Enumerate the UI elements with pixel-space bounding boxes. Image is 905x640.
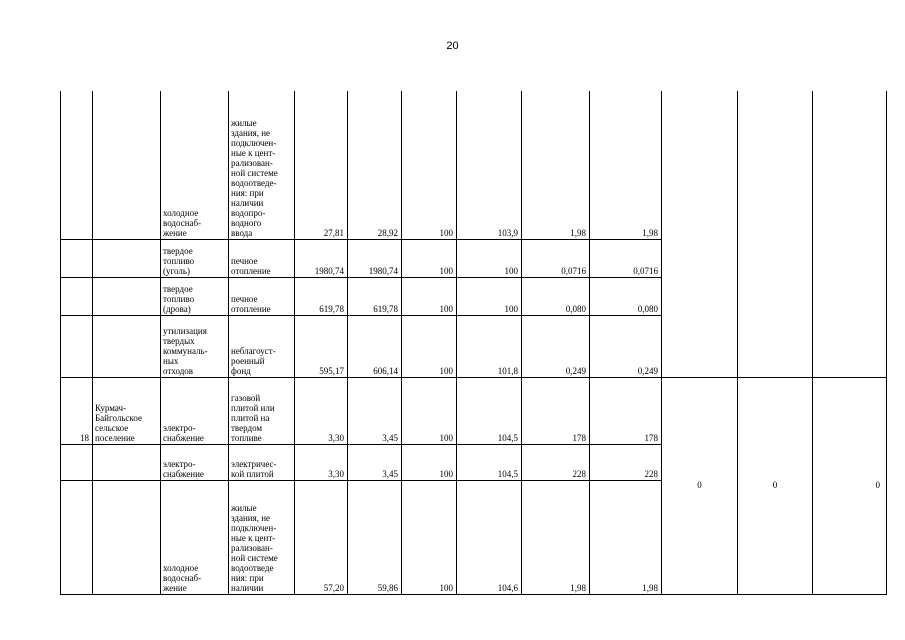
cell-v2: 59,86: [348, 480, 402, 594]
cell-v2: 1980,74: [348, 239, 402, 277]
table-row: [61, 277, 887, 315]
cell-service: твердое топливо (дрова): [161, 277, 229, 315]
cell-settlement: [93, 277, 161, 315]
cell-v5: 228: [522, 444, 590, 480]
cell-service: твердое топливо (уголь): [161, 239, 229, 277]
cell-v5: 0,0716: [522, 239, 590, 277]
cell-v6: 0,0716: [590, 239, 662, 277]
cell-v6: 1,98: [590, 91, 662, 239]
cell-extra-1: [662, 239, 738, 277]
cell-v4: 100: [457, 239, 522, 277]
cell-service: холодное водоснаб- жение: [161, 91, 229, 239]
cell-v1: 57,20: [295, 480, 348, 594]
cell-no: [61, 91, 93, 239]
cell-no: [61, 444, 93, 480]
cell-v4: 104,5: [457, 444, 522, 480]
cell-settlement: [93, 315, 161, 377]
cell-v1: 3,30: [295, 377, 348, 444]
cell-v1: 619,78: [295, 277, 348, 315]
cell-v1: 3,30: [295, 444, 348, 480]
cell-no: [61, 315, 93, 377]
cell-v2: 3,45: [348, 377, 402, 444]
table-row: [61, 239, 887, 277]
page-number: 20: [446, 40, 459, 52]
cell-no: 18: [61, 377, 93, 444]
cell-v5: 0,080: [522, 277, 590, 315]
cell-v5: 1,98: [522, 91, 590, 239]
cell-no: [61, 480, 93, 594]
cell-v4: 104,5: [457, 377, 522, 444]
data-table: [60, 91, 887, 595]
cell-v4: 101,8: [457, 315, 522, 377]
cell-category: неблагоуст- роенный фонд: [229, 315, 295, 377]
cell-v4: 103,9: [457, 91, 522, 239]
cell-category: жилые здания, не подключен- ные к цент- рализован- ной системе водоотведе ния: при наличии: [229, 480, 295, 594]
cell-settlement: Курмач- Байгольское сельское поселение: [93, 377, 161, 444]
cell-v5: 1,98: [522, 480, 590, 594]
cell-v3: 100: [402, 315, 457, 377]
cell-no: [61, 277, 93, 315]
cell-extra-1: [662, 315, 738, 377]
cell-extra-2: [738, 239, 813, 277]
cell-v3: 100: [402, 277, 457, 315]
cell-v6: 0,249: [590, 315, 662, 377]
cell-extra-2: [738, 315, 813, 377]
cell-settlement: [93, 444, 161, 480]
cell-extra-3: [813, 91, 887, 239]
cell-v3: 100: [402, 444, 457, 480]
cell-category: печное отопление: [229, 277, 295, 315]
cell-right-1: 0: [662, 377, 738, 594]
cell-extra-2: [738, 91, 813, 239]
table-row: [61, 91, 887, 239]
cell-category: печное отопление: [229, 239, 295, 277]
cell-v2: 619,78: [348, 277, 402, 315]
cell-extra-3: [813, 277, 887, 315]
cell-category: электричес- кой плитой: [229, 444, 295, 480]
cell-service: электро- снабжение: [161, 444, 229, 480]
cell-settlement: [93, 239, 161, 277]
cell-settlement: [93, 91, 161, 239]
cell-v2: 606,14: [348, 315, 402, 377]
cell-extra-1: [662, 277, 738, 315]
cell-v3: 100: [402, 91, 457, 239]
cell-right-3: 0: [813, 377, 887, 594]
cell-no: [61, 239, 93, 277]
cell-extra-1: [662, 91, 738, 239]
cell-v3: 100: [402, 377, 457, 444]
cell-v6: 178: [590, 377, 662, 444]
cell-extra-2: [738, 277, 813, 315]
cell-extra-3: [813, 315, 887, 377]
cell-service: электро- снабжение: [161, 377, 229, 444]
cell-v6: 228: [590, 444, 662, 480]
cell-v4: 100: [457, 277, 522, 315]
cell-category: газовой плитой или плитой на твердом топливе: [229, 377, 295, 444]
cell-v5: 0,249: [522, 315, 590, 377]
cell-category: жилые здания, не подключен- ные к цент- рализован- ной системе водоотведе- ния: при наличии водопро- водного ввода: [229, 91, 295, 239]
cell-service: холодное водоснаб- жение: [161, 480, 229, 594]
cell-settlement: [93, 480, 161, 594]
table-row: [61, 315, 887, 377]
cell-v6: 0,080: [590, 277, 662, 315]
cell-v1: 1980,74: [295, 239, 348, 277]
cell-v4: 104,6: [457, 480, 522, 594]
cell-service: утилизация твердых коммуналь- ных отходов: [161, 315, 229, 377]
cell-extra-3: [813, 239, 887, 277]
cell-v2: 28,92: [348, 91, 402, 239]
cell-v6: 1,98: [590, 480, 662, 594]
cell-v5: 178: [522, 377, 590, 444]
cell-right-2: 0: [738, 377, 813, 594]
cell-v1: 27,81: [295, 91, 348, 239]
cell-v3: 100: [402, 239, 457, 277]
cell-v1: 595,17: [295, 315, 348, 377]
table-row: [61, 377, 887, 444]
cell-v3: 100: [402, 480, 457, 594]
cell-v2: 3,45: [348, 444, 402, 480]
